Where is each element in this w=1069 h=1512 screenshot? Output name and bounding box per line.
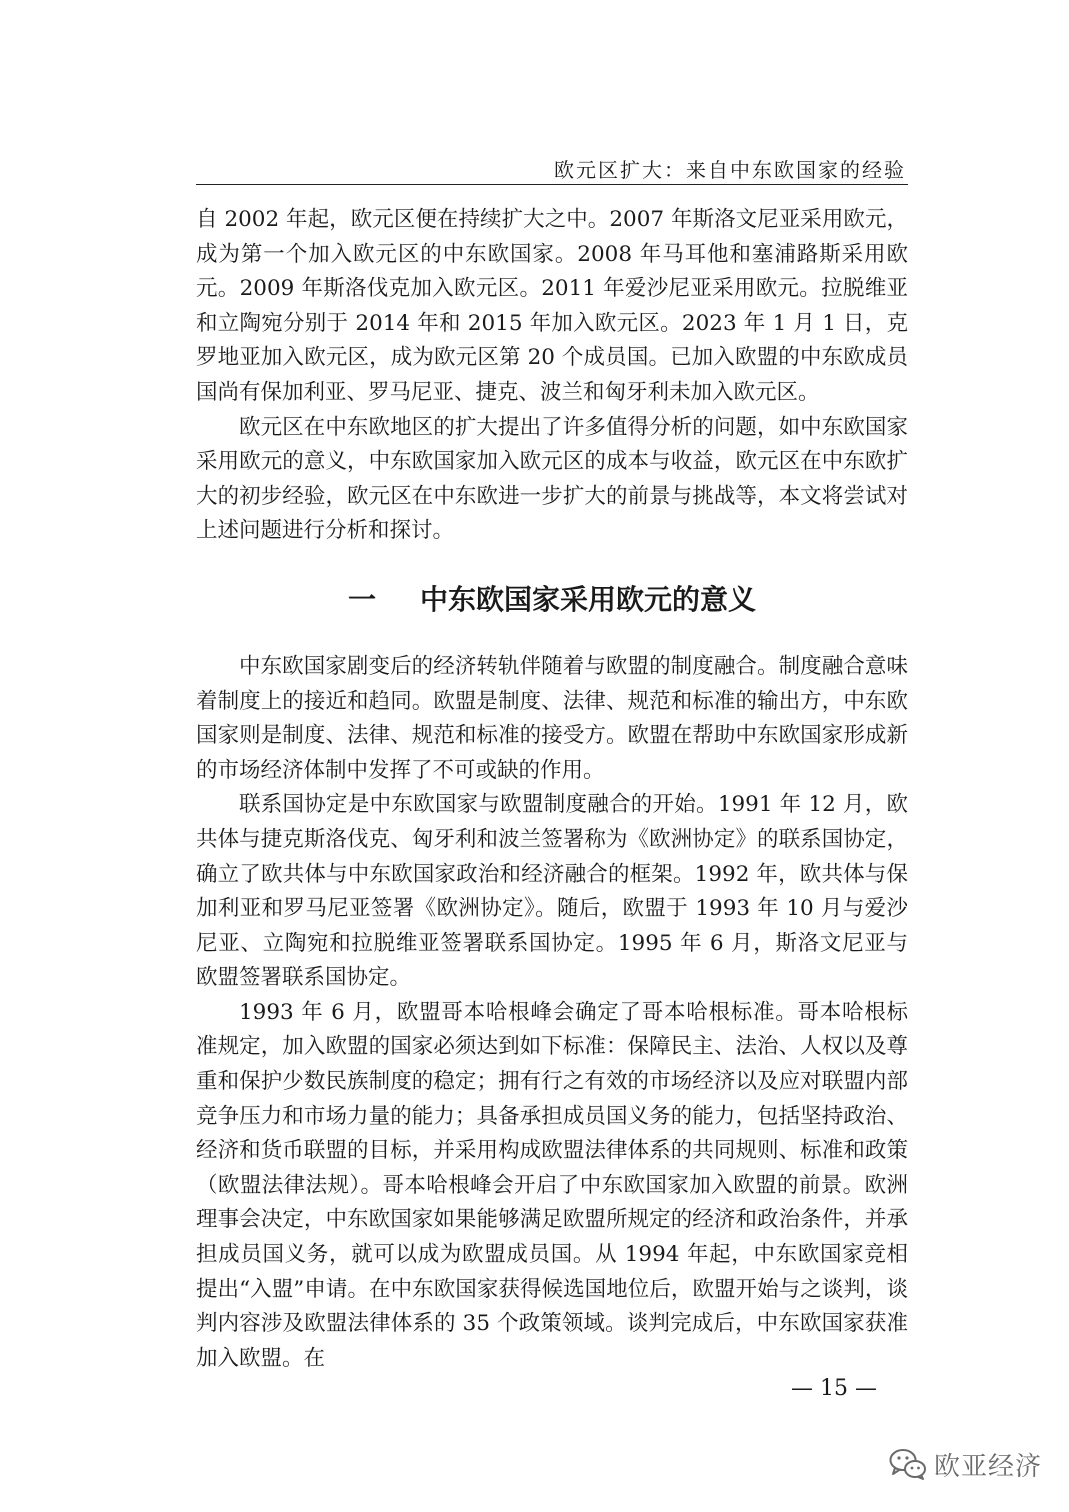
running-head-title: 欧元区扩大：来自中东欧国家的经验 — [554, 158, 906, 182]
section-title: 中东欧国家采用欧元的意义 — [420, 582, 757, 616]
wechat-icon — [888, 1447, 928, 1481]
body-text — [196, 203, 908, 1376]
paragraph-intro-2: 欧元区在中东欧地区的扩大提出了许多值得分析的问题，如中东欧国家采用欧元的意义，中东欧国家加入欧元区的成本与收益，欧元区在中东欧扩大的初步经验，欧元区在中东欧进一步扩大的前景与挑战等，本文将尝试对上述问题进行分析和探讨。 — [196, 414, 908, 544]
section-heading — [196, 580, 908, 620]
watermark — [888, 1444, 1042, 1484]
paragraph-intro-1: 自 2002 年起，欧元区便在持续扩大之中。2007 年斯洛文尼亚采用欧元，成为第一个加入欧元区的中东欧国家。2008 年马耳他和塞浦路斯采用欧元。2009 年斯洛伐克加入欧元区。2011 年爱沙尼亚采用欧元。拉脱维亚和立陶宛分别于 2014 年和 2015 年加入欧元区。2023 年 1 月 1 日，克罗地亚加入欧元区，成为欧元区第 20 个成员国。已加入欧盟的中东欧成员国尚有保加利亚、罗马尼亚、捷克、波兰和匈牙利未加入欧元区。 — [196, 207, 908, 405]
watermark-label: 欧亚经济 — [934, 1451, 1043, 1482]
section-numeral: 一 — [347, 582, 376, 616]
paragraph-section-1: 中东欧国家剧变后的经济转轨伴随着与欧盟的制度融合。制度融合意味着制度上的接近和趋同。欧盟是制度、法律、规范和标准的输出方，中东欧国家则是制度、法律、规范和标准的接受方。欧盟在帮助中东欧国家形成新的市场经济体制中发挥了不可或缺的作用。 — [196, 653, 908, 783]
page-number: — 15 — — [791, 1376, 877, 1401]
running-head — [196, 150, 908, 185]
paragraph-section-2: 联系国协定是中东欧国家与欧盟制度融合的开始。1991 年 12 月，欧共体与捷克斯洛伐克、匈牙利和波兰签署称为《欧洲协定》的联系国协定，确立了欧共体与中东欧国家政治和经济融合的框架。1992 年，欧共体与保加利亚和罗马尼亚签署《欧洲协定》。随后，欧盟于 1993 年 10 月与爱沙尼亚、立陶宛和拉脱维亚签署联系国协定。1995 年 6 月，斯洛文尼亚与欧盟签署联系国协定。 — [196, 792, 908, 991]
paragraph-section-3: 1993 年 6 月，欧盟哥本哈根峰会确定了哥本哈根标准。哥本哈根标准规定，加入欧盟的国家必须达到如下标准：保障民主、法治、人权以及尊重和保护少数民族制度的稳定；拥有行之有效的市场经济以及应对联盟内部竞争压力和市场力量的能力；具备承担成员国义务的能力，包括坚持政治、经济和货币联盟的目标，并采用构成欧盟法律体系的共同规则、标准和政策（欧盟法律法规）。哥本哈根峰会开启了中东欧国家加入欧盟的前景。欧洲理事会决定，中东欧国家如果能够满足欧盟所规定的经济和政治条件，并承担成员国义务，就可以成为欧盟成员国。从 1994 年起，中东欧国家竞相提出“入盟”申请。在中东欧国家获得候选国地位后，欧盟开始与之谈判，谈判内容涉及欧盟法律体系的 35 个政策领域。谈判完成后，中东欧国家获准加入欧盟。在 — [196, 999, 908, 1371]
